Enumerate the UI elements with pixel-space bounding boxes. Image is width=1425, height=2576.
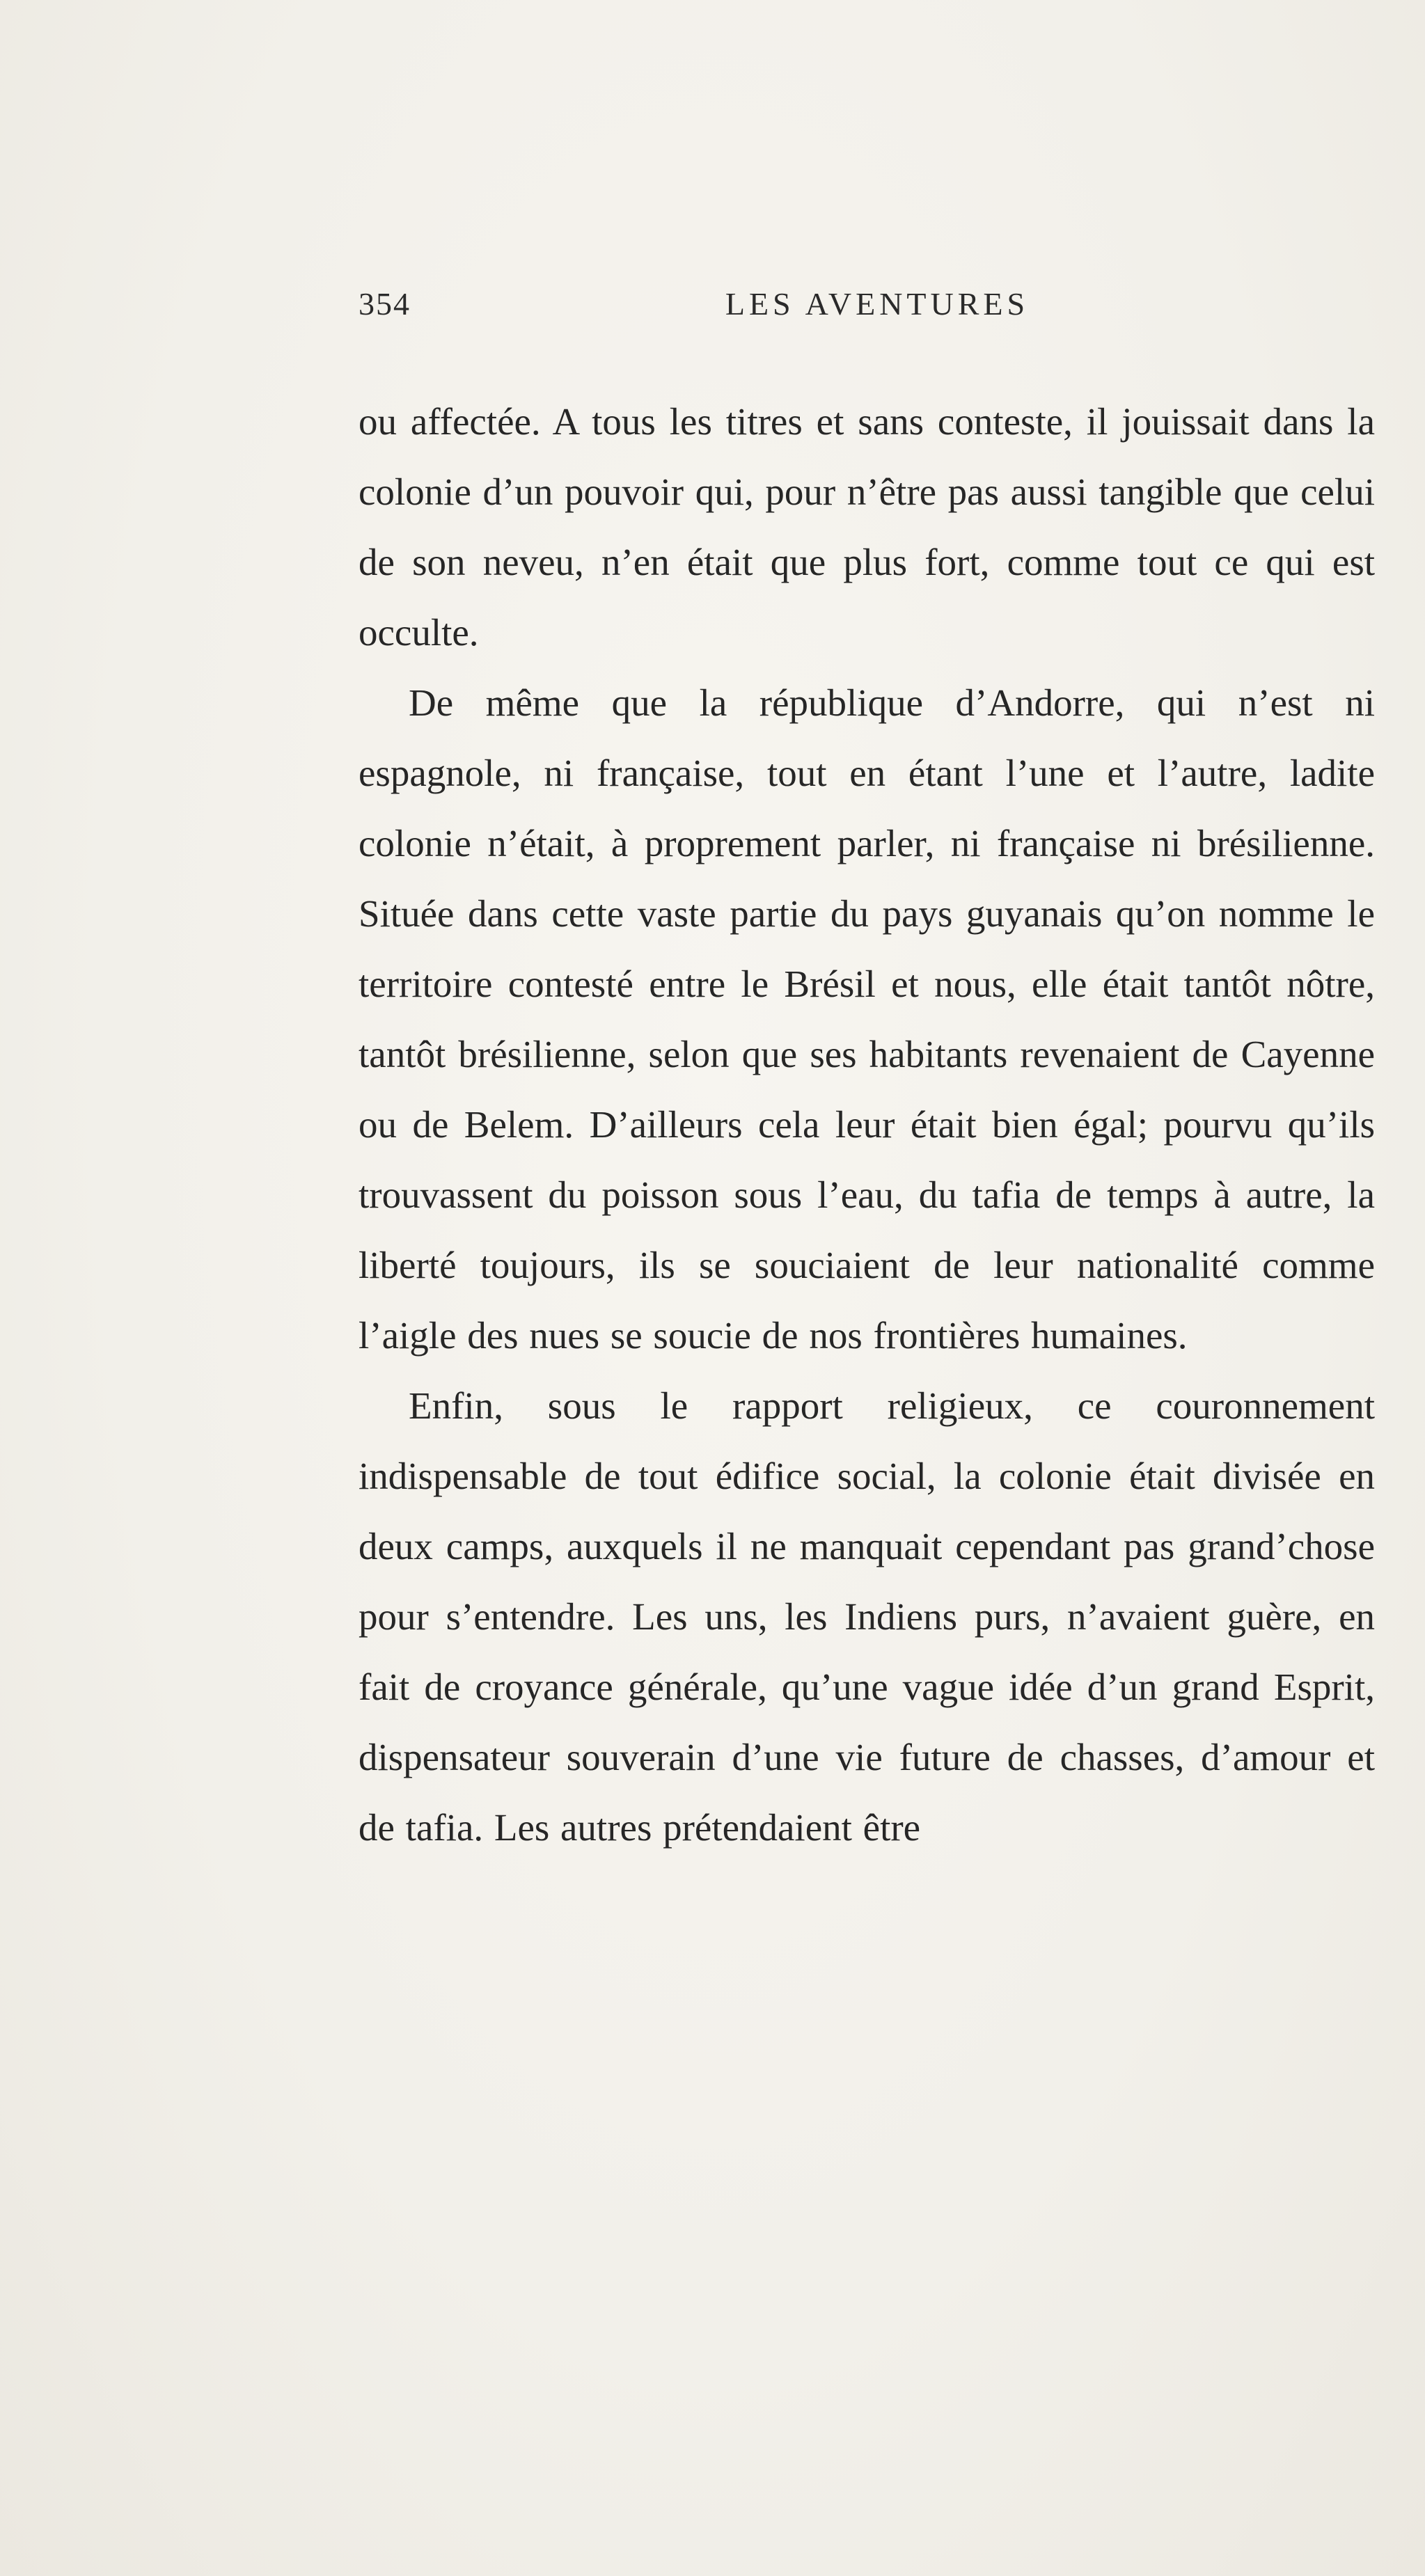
body-text <box>359 386 1375 1863</box>
paragraph: De même que la république d’Andorre, qui n’est ni espagnole, ni française, tout en étant l’une et l’autre, ladite colonie n’était, à proprement parler, ni française ni brésilienne. Située dans cette vaste partie du pays guyanais qu’on nomme le territoire contesté entre le Brésil et nous, elle était tantôt nôtre, tantôt brésilienne, selon que ses habitants revenaient de Cayenne ou de Belem. D’ailleurs cela leur était bien égal; pourvu qu’ils trouvassent du poisson sous l’eau, du tafia de temps à autre, la liberté toujours, ils se souciaient de leur nationalité comme l’aigle des nues se soucie de nos frontières humaines. <box>359 681 1375 1357</box>
page-header <box>359 285 1375 327</box>
paragraph: ou affectée. A tous les titres et sans conteste, il jouissait dans la colonie d’un pouvoir qui, pour n’être pas aussi tangible que celui de son neveu, n’en était que plus fort, comme tout ce qui est occulte. <box>359 400 1375 654</box>
running-title: LES AVENTURES <box>725 286 1030 322</box>
page-number: 354 <box>359 286 411 322</box>
paragraph: Enfin, sous le rapport religieux, ce couronnement indispensable de tout édifice social, la colonie était divisée en deux camps, auxquels il ne manquait cependant pas grand’chose pour s’entendre. Les uns, les Indiens purs, n’avaient guère, en fait de croyance générale, qu’une vague idée d’un grand Esprit, dispensateur souverain d’une vie future de chasses, d’amour et de tafia. Les autres prétendaient être <box>359 1384 1375 1849</box>
